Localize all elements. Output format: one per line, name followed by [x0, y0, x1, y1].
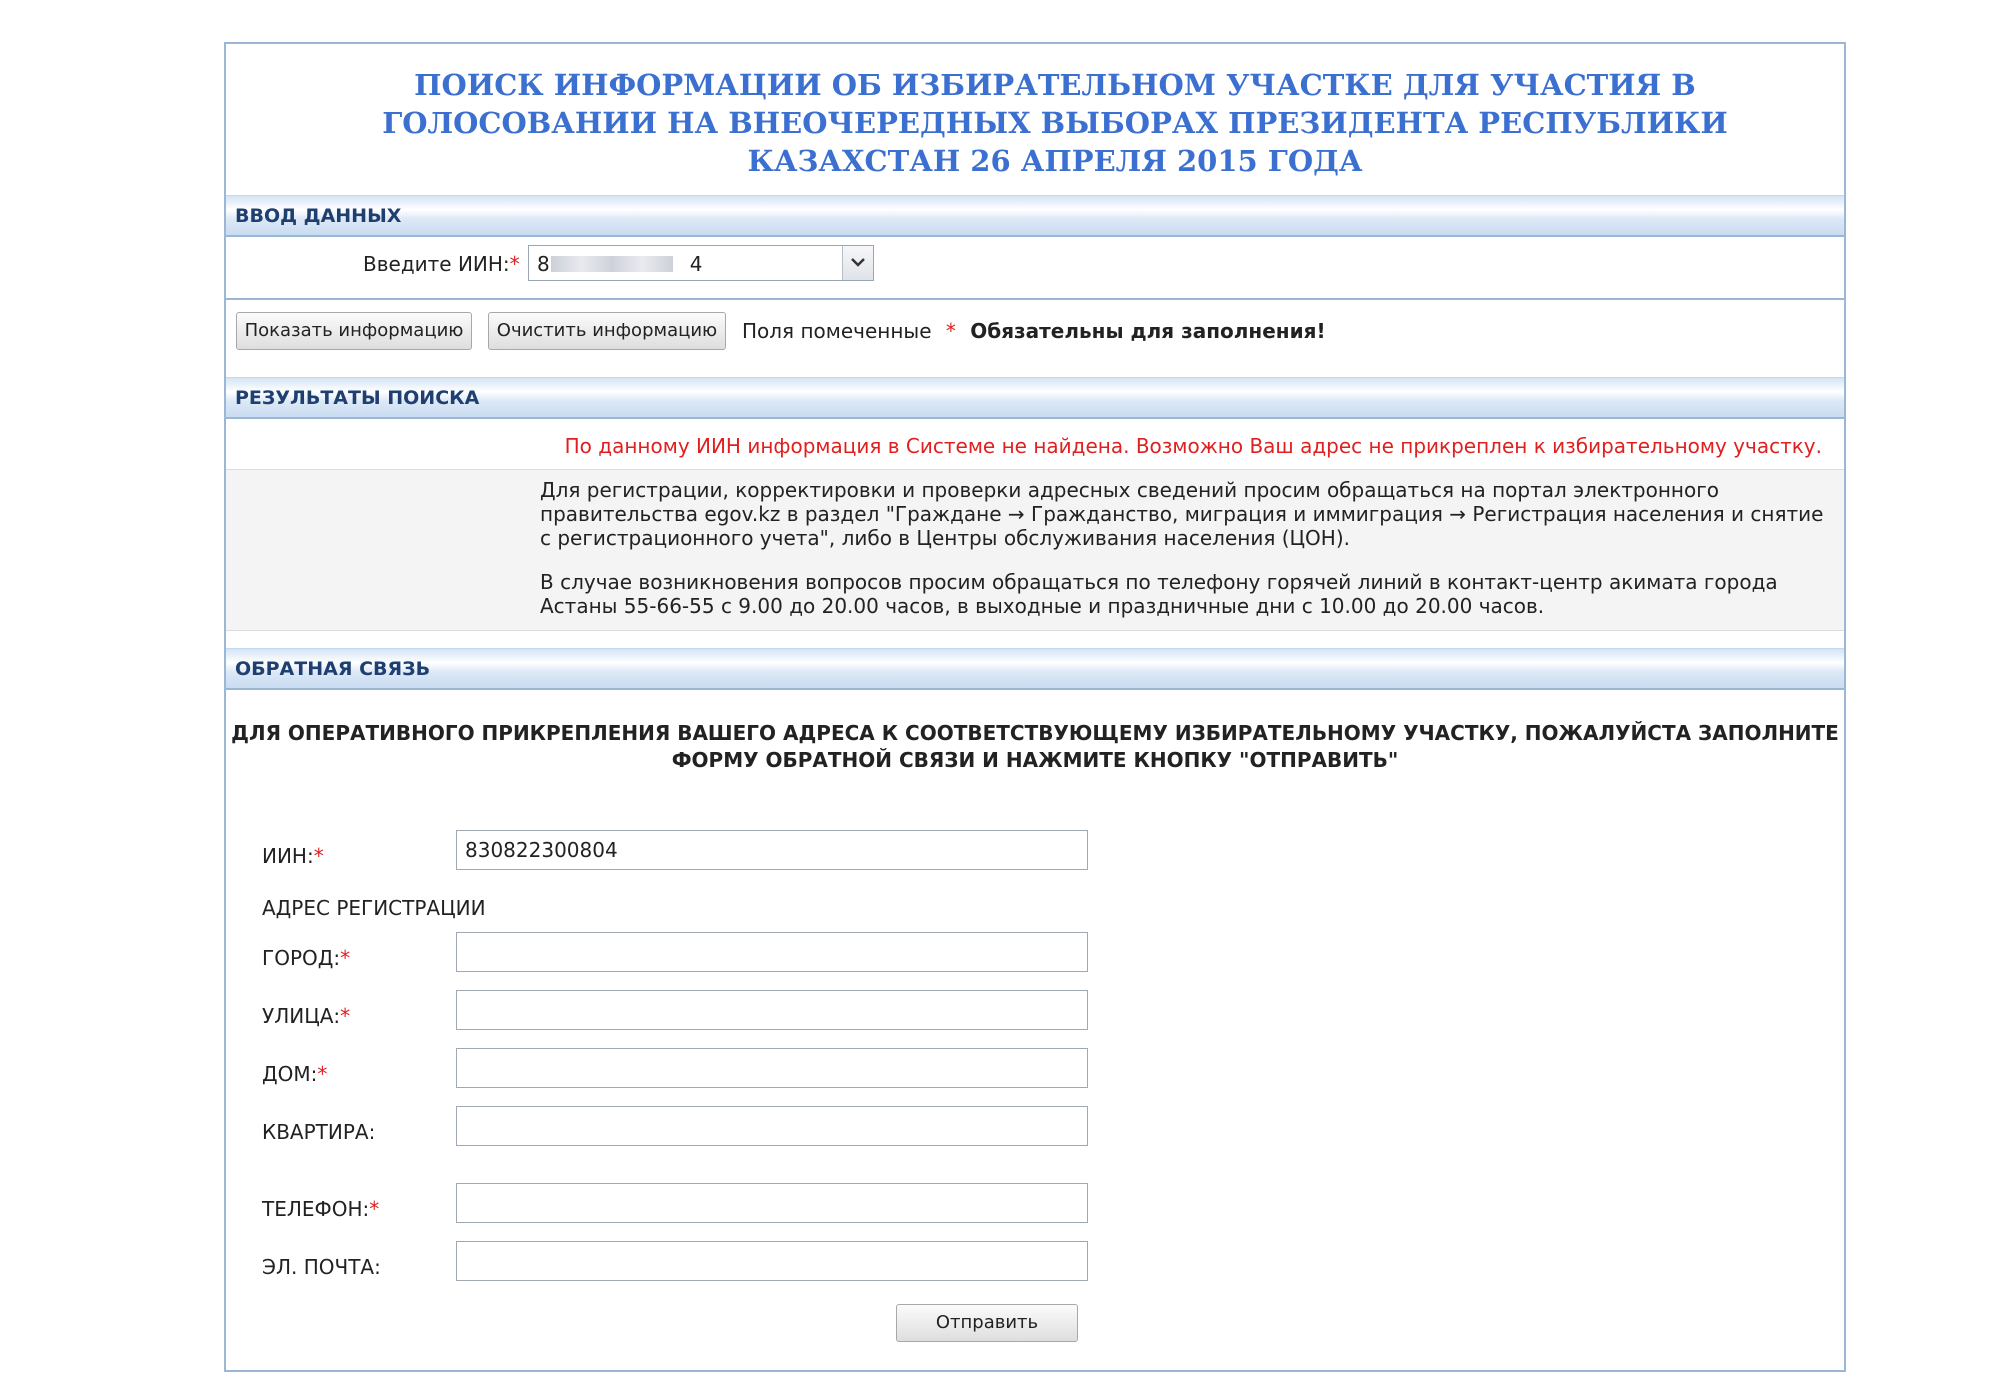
city-label: ГОРОД:* — [262, 946, 351, 970]
dropdown-button[interactable] — [842, 246, 873, 280]
divider — [226, 298, 1844, 300]
error-row — [226, 419, 1844, 470]
feedback-instruction: ДЛЯ ОПЕРАТИВНОГО ПРИКРЕПЛЕНИЯ ВАШЕГО АДРЕСА К СООТВЕТСТВУЮЩЕМУ ИЗБИРАТЕЛЬНОМУ УЧАСТКУ, ПОЖАЛУЙСТА ЗАПОЛНИТЕ ФОРМУ ОБРАТНОЙ СВЯЗИ И НАЖМИТЕ КНОПКУ "ОТПРАВИТЬ" — [231, 721, 1839, 772]
chevron-down-icon — [850, 257, 866, 267]
info-paragraph-hotline: В случае возникновения вопросов просим обращаться по телефону горячей линий в контакт-центр акимата города Астаны 55-66-55 с 9.00 до 20.00 часов, в выходные и праздничные дни с 10.00 до 20.00 часов. — [540, 570, 1778, 618]
feedback-section-header — [226, 648, 1844, 690]
page-title — [226, 66, 1844, 180]
results-section-title: РЕЗУЛЬТАТЫ ПОИСКА — [235, 387, 480, 409]
info-paragraph-registration: Для регистрации, корректировки и проверки адресных сведений просим обращаться на портал электронного правительства egov.kz в раздел "Граждане → Гражданство, миграция и иммиграция → Регистрация населения и снятие с регистрационного учета", либо в Центры обслуживания населения (ЦОН). — [540, 478, 1824, 550]
input-section-title: ВВОД ДАННЫХ — [235, 205, 402, 227]
apartment-field[interactable] — [456, 1106, 1088, 1146]
house-field[interactable] — [456, 1048, 1088, 1088]
page-title-line-2: ГОЛОСОВАНИИ НА ВНЕОЧЕРЕДНЫХ ВЫБОРАХ ПРЕЗИДЕНТА РЕСПУБЛИКИ — [382, 106, 1728, 140]
email-field[interactable] — [456, 1241, 1088, 1281]
feedback-iin-field[interactable]: 830822300804 — [456, 830, 1088, 870]
submit-button[interactable]: Отправить — [896, 1304, 1078, 1342]
redacted-iin-blur — [551, 256, 673, 272]
email-label: ЭЛ. ПОЧТА: — [262, 1255, 381, 1279]
iin-select-value: 8 4 — [537, 252, 703, 276]
required-fields-note-bold: Обязательны для заполнения! — [970, 319, 1326, 343]
feedback-iin-label: ИИН:* — [262, 844, 324, 868]
house-label: ДОМ:* — [262, 1062, 328, 1086]
iin-search-select[interactable] — [528, 245, 874, 281]
clear-info-button[interactable]: Очистить информацию — [488, 312, 726, 350]
required-fields-note: Поля помеченные * Обязательны для заполнения! — [742, 319, 1326, 343]
street-label: УЛИЦА:* — [262, 1004, 351, 1028]
street-field[interactable] — [456, 990, 1088, 1030]
apartment-label: КВАРТИРА: — [262, 1120, 376, 1144]
show-info-button[interactable]: Показать информацию — [236, 312, 472, 350]
page-title-line-1: ПОИСК ИНФОРМАЦИИ ОБ ИЗБИРАТЕЛЬНОМ УЧАСТКЕ ДЛЯ УЧАСТИЯ В — [414, 68, 1696, 102]
iin-search-label: Введите ИИН:* — [363, 252, 520, 276]
required-asterisk: * — [509, 252, 520, 276]
phone-field[interactable] — [456, 1183, 1088, 1223]
results-section-header — [226, 377, 1844, 419]
phone-label: ТЕЛЕФОН:* — [262, 1197, 380, 1221]
input-section-header — [226, 195, 1844, 237]
city-field[interactable] — [456, 932, 1088, 972]
page-title-line-3: КАЗАХСТАН 26 АПРЕЛЯ 2015 ГОДА — [747, 144, 1363, 178]
feedback-section-title: ОБРАТНАЯ СВЯЗЬ — [235, 658, 431, 680]
not-found-error: По данному ИИН информация в Системе не найдена. Возможно Ваш адрес не прикреплен к избирательному участку. — [564, 434, 1822, 458]
main-panel — [224, 42, 1846, 1372]
info-row — [226, 470, 1844, 631]
address-registration-label: АДРЕС РЕГИСТРАЦИИ — [262, 896, 486, 920]
